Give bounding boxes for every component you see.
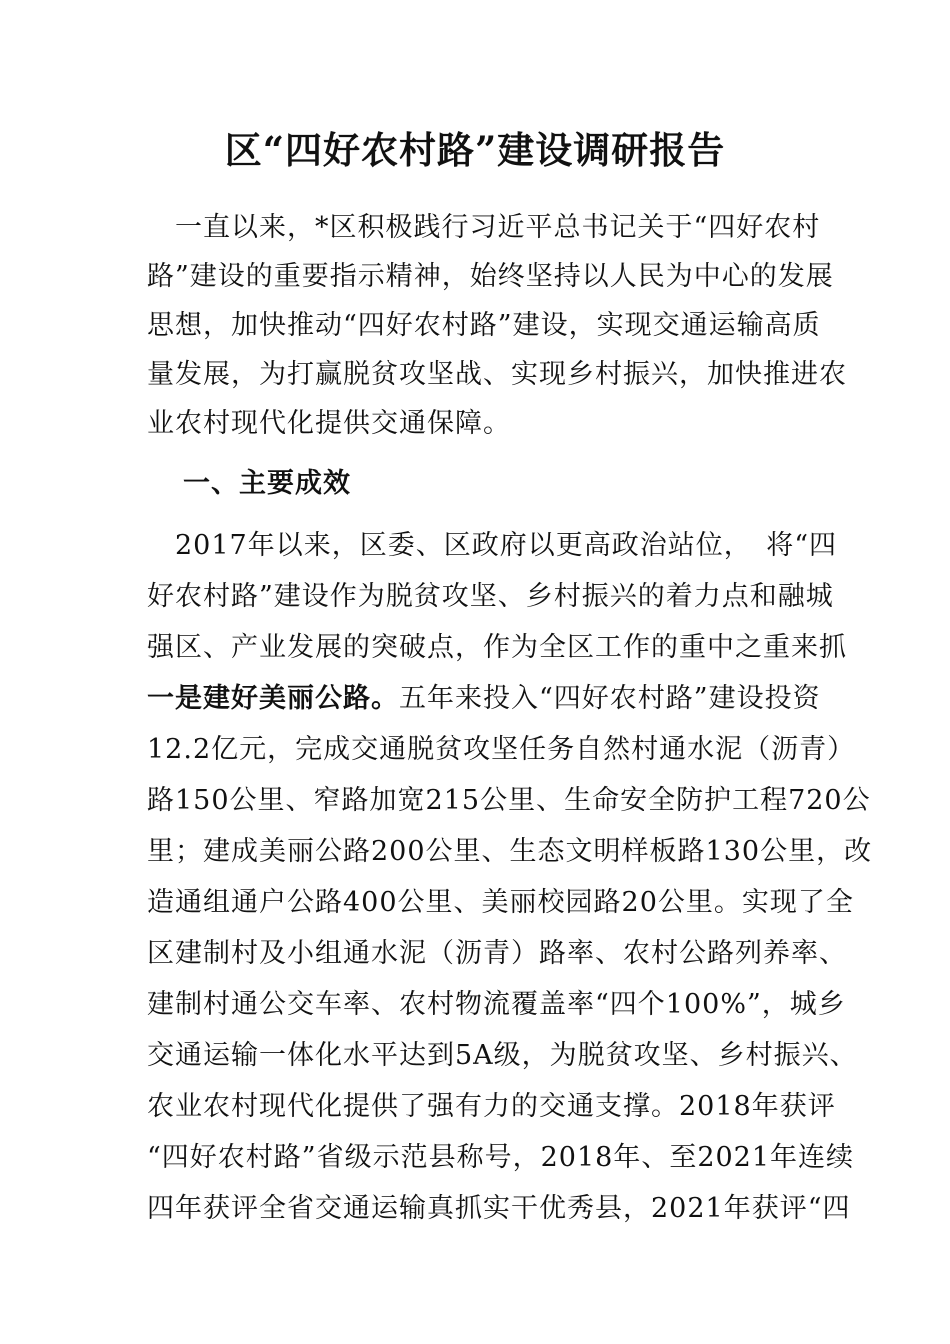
intro-line: 量发展，为打赢脱贫攻坚战、实现乡村振兴，加快推进农	[147, 359, 847, 390]
intro-line: 思想，加快推动“四好农村路”建设，实现交通运输高质	[147, 310, 821, 341]
intro-line: 一直以来，*区积极践行习近平总书记关于“四好农村	[147, 212, 821, 243]
body-line: 12.2亿元，完成交通脱贫攻坚任务自然村通水泥（沥青）	[147, 734, 856, 765]
body-line: 区建制村及小组通水泥（沥青）路率、农村公路列养率、	[147, 938, 847, 969]
body-line: 四年获评全省交通运输真抓实干优秀县，2021年获评“四	[147, 1193, 851, 1224]
intro-line: 业农村现代化提供交通保障。	[147, 408, 511, 439]
section-heading: 一、主要成效	[183, 468, 351, 499]
body-line: 强区、产业发展的突破点，作为全区工作的重中之重来抓	[147, 632, 847, 663]
point-one-text: 五年来投入“四好农村路”建设投资	[399, 683, 821, 714]
body-line: 建制村通公交车率、农村物流覆盖率“四个100%”，城乡	[147, 989, 846, 1020]
body-line: 路150公里、窄路加宽215公里、生命安全防护工程720公	[147, 785, 871, 816]
point-one-line	[147, 679, 821, 719]
document-title: 区“四好农村路”建设调研报告	[224, 128, 726, 172]
body-line: 里；建成美丽公路200公里、生态文明样板路130公里，改	[147, 836, 873, 867]
body-line: 交通运输一体化水平达到5A级，为脱贫攻坚、乡村振兴、	[147, 1040, 858, 1071]
body-line: 造通组通户公路400公里、美丽校园路20公里。实现了全	[147, 887, 854, 918]
body-line: 2017年以来，区委、区政府以更高政治站位， 将“四	[147, 530, 838, 561]
point-one-lead: 一是建好美丽公路。	[147, 683, 399, 714]
body-line: 好农村路”建设作为脱贫攻坚、乡村振兴的着力点和融城	[147, 581, 834, 612]
body-line: 农业农村现代化提供了强有力的交通支撑。2018年获评	[147, 1091, 836, 1122]
intro-line: 路”建设的重要指示精神，始终坚持以人民为中心的发展	[147, 261, 834, 292]
body-line: “四好农村路”省级示范县称号，2018年、至2021年连续	[147, 1142, 855, 1173]
